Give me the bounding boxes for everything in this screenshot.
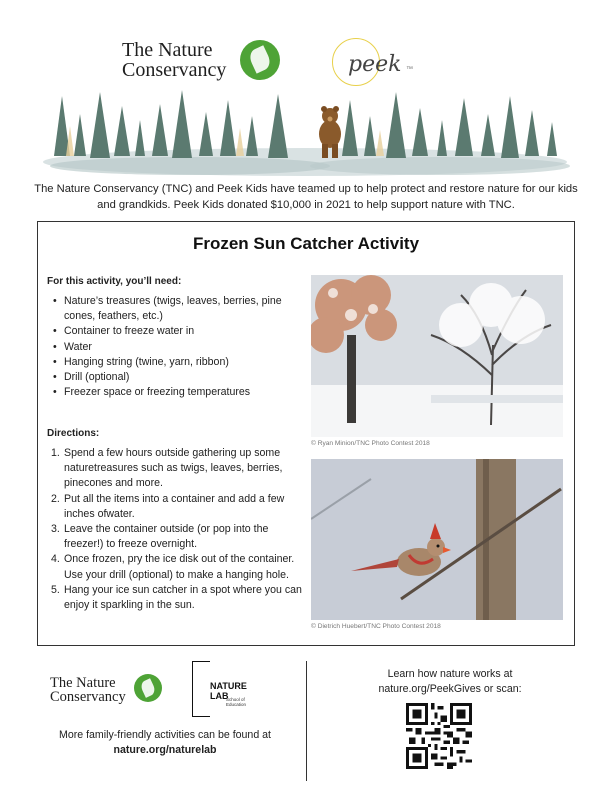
footer-divider: [306, 661, 307, 781]
leaf-icon: [240, 40, 280, 80]
directions-list: [48, 446, 308, 613]
direction-step: Spend a few hours outside gathering up some naturetreasures such as twigs, leaves, berries, pinecones and more.: [64, 447, 283, 490]
needs-heading: For this activity, you’ll need:: [47, 276, 182, 287]
cardinal-photo: [311, 459, 563, 620]
peek-logo: [332, 38, 428, 86]
learn-more: [320, 667, 580, 697]
nature-lab-bracket-icon: [192, 661, 210, 717]
needs-list: [48, 294, 303, 400]
nature-lab-subtitle: School of Education: [226, 697, 247, 707]
direction-step: Hang your ice sun catcher in a spot where you can enjoy it sparkling in the sun.: [64, 583, 302, 612]
footer-leaf-icon: [134, 674, 162, 702]
forest-banner-illustration: [40, 86, 570, 178]
photo1-credit: © Ryan Minion/TNC Photo Contest 2018: [311, 440, 430, 447]
peek-tm: ™: [406, 66, 413, 73]
more-activities-text: More family-friendly activities can be found at: [59, 729, 271, 741]
needs-item: • Drill (optional): [48, 370, 303, 385]
footer-tnc-line2: Conservancy: [50, 689, 126, 705]
tnc-logo-line2: Conservancy: [122, 59, 227, 81]
activity-title: Frozen Sun Catcher Activity: [192, 234, 420, 253]
footer-tnc-line1: The Nature: [50, 675, 116, 691]
intro-text: The Nature Conservancy (TNC) and Peek Kids have teamed up to help protect and restore nature for our kids and grandkids. Peek Kids donated $10,000 in 2021 to help support nature with TNC.: [34, 183, 578, 211]
learn-line2[interactable]: nature.org/PeekGives or scan:: [378, 683, 522, 695]
direction-step: Leave the container outside (or pop into the freezer!) to freeze overnight.: [64, 523, 269, 551]
tnc-logo-line1: The Nature: [122, 39, 213, 61]
needs-item: • Container to freeze water in: [48, 324, 303, 339]
nature-lab-line2: LAB: [210, 691, 229, 701]
nature-lab-line1: NATURE: [210, 681, 247, 691]
snowy-trees-photo: [311, 275, 563, 437]
direction-step: Once frozen, pry the ice disk out of the container. Use your drill (optional) to make a hanging hole.: [64, 553, 295, 581]
tnc-logo: [122, 36, 282, 84]
activity-box: [37, 221, 575, 646]
nature-lab-logo: [192, 661, 262, 719]
more-activities: [30, 728, 300, 758]
needs-item: • Freezer space or freezing temperatures: [48, 385, 303, 400]
footer-tnc-logo: [50, 672, 165, 708]
peek-logo-text: peek: [348, 52, 402, 77]
photo2-credit: © Dietrich Huebert/TNC Photo Contest 2018: [311, 623, 441, 630]
naturelab-link[interactable]: nature.org/naturelab: [113, 744, 217, 756]
needs-item: • Nature’s treasures (twigs, leaves, berries, pine cones, feathers, etc.): [48, 294, 303, 324]
directions-heading: Directions:: [47, 428, 100, 439]
needs-item: • Water: [48, 340, 303, 355]
needs-item: • Hanging string (twine, yarn, ribbon): [48, 355, 303, 370]
direction-step: Put all the items into a container and add a few inches ofwater.: [64, 492, 285, 520]
learn-line1: Learn how nature works at: [387, 668, 513, 680]
qr-code-icon[interactable]: [406, 703, 472, 769]
